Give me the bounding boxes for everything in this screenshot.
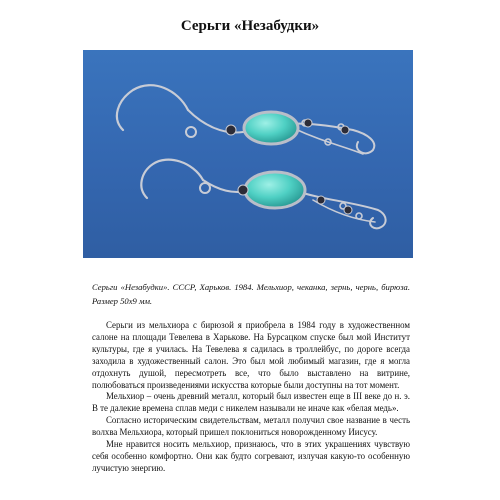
lower-turquoise-stone [245,172,305,208]
paragraph: Согласно историческим свидетельствам, металл получил свое название в честь волхва Мельхиора, который пришел поклониться новорожденному Иисусу. [92,415,410,438]
upper-turquoise-stone [244,112,298,144]
article-body [92,320,410,475]
paragraph: Серьги из мельхиора с бирюзой я приобрела в 1984 году в художественном салоне на площади Тевелева в Харькове. На Бурсацком спуске был мой Институт культуры, где я училась. На Тевелева я садилась в троллейбус, по дороге всегда заходила в художественный салон. Это был мой любимый магазин, где я могла отдохнуть душой, пересмотреть все, что было выставлено на витрине, полюбоваться произведениями искусства которые были доступны на тот момент. [92,320,410,390]
upper-earring [117,85,374,154]
earrings-photo [83,50,413,258]
paragraph: Мне нравится носить мельхиор, признаюсь, что в этих украшениях чувствую себя особенно комфортно. Они как будто согревают, излучая какую-то особенную лучистую энергию. [92,439,410,473]
photo-caption: Серьги «Незабудки». СССР, Харьков. 1984. Мельхиор, чеканка, зернь, чернь, бирюза. Размер 50х9 мм. [92,282,410,306]
earrings-illustration [83,50,413,258]
page-title: Серьги «Незабудки» [180,18,320,34]
paragraph: Мельхиор – очень древний металл, который был известен еще в III веке до н. э. В те далекие времена сплав меди с никелем называли не иначе как «белая медь». [92,391,410,414]
